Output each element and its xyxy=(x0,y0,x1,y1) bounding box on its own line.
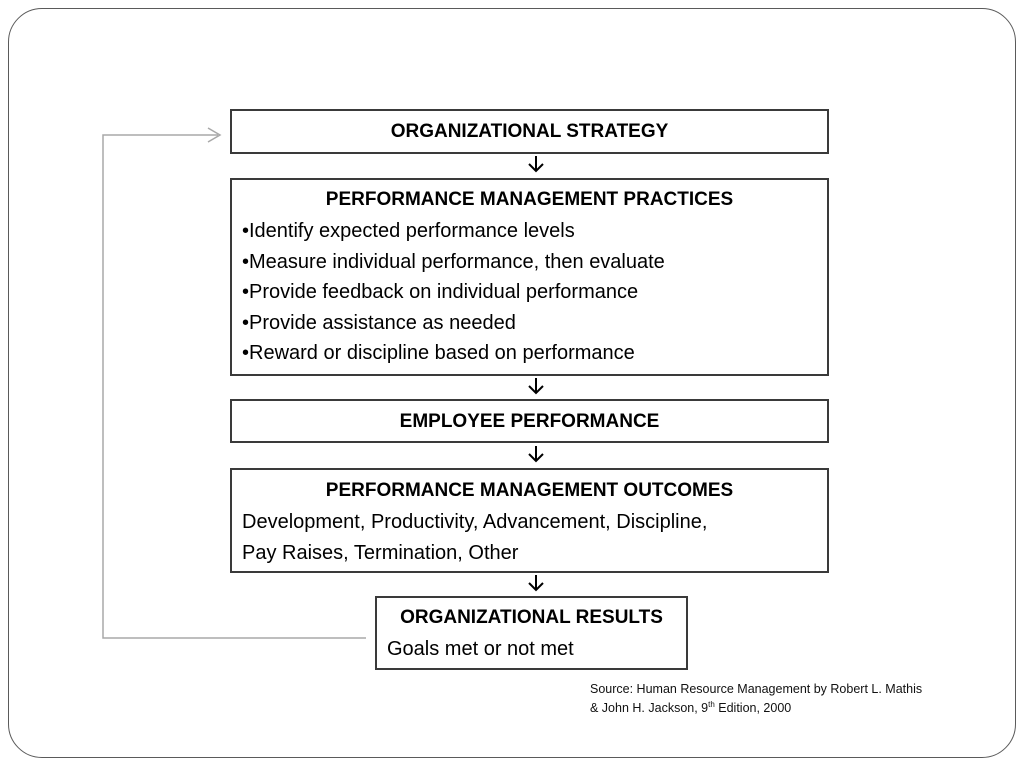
practice-bullet: •Measure individual performance, then evaluate xyxy=(242,250,665,273)
outcomes-title: PERFORMANCE MANAGEMENT OUTCOMES xyxy=(325,480,734,501)
outcomes-line: Development, Productivity, Advancement, Discipline, xyxy=(242,511,708,533)
source-edition-superscript: th xyxy=(708,699,715,709)
outcomes-box xyxy=(230,468,829,573)
practice-bullet: •Identify expected performance levels xyxy=(242,220,575,242)
organizational-results-title: ORGANIZATIONAL RESULTS xyxy=(400,607,663,628)
employee-performance-title: EMPLOYEE PERFORMANCE xyxy=(399,411,660,432)
practice-bullet: •Reward or discipline based on performance xyxy=(242,342,635,364)
organizational-results-subtitle: Goals met or not met xyxy=(387,638,574,660)
arrow-down-icon xyxy=(526,376,546,396)
organizational-strategy-box xyxy=(230,109,829,154)
arrow-down-icon xyxy=(526,154,546,174)
practices-title: PERFORMANCE MANAGEMENT PRACTICES xyxy=(325,189,734,210)
source-line-1: Source: Human Resource Management by Robert L. Mathis xyxy=(590,682,923,696)
arrow-down-icon xyxy=(526,573,546,593)
practices-box xyxy=(230,178,829,376)
organizational-strategy-title: ORGANIZATIONAL STRATEGY xyxy=(390,121,669,142)
arrow-down-icon xyxy=(526,444,546,464)
outcomes-line: Pay Raises, Termination, Other xyxy=(242,541,519,564)
organizational-results-box xyxy=(375,596,688,670)
source-line-2-prefix: & John H. Jackson, 9 xyxy=(590,701,709,715)
practice-bullet: •Provide feedback on individual performance xyxy=(242,281,639,303)
practice-bullet: •Provide assistance as needed xyxy=(242,311,516,334)
employee-performance-box xyxy=(230,399,829,443)
source-line-2 xyxy=(590,699,990,718)
source-line-2-suffix: Edition, 2000 xyxy=(714,701,792,715)
source-citation xyxy=(590,680,990,718)
